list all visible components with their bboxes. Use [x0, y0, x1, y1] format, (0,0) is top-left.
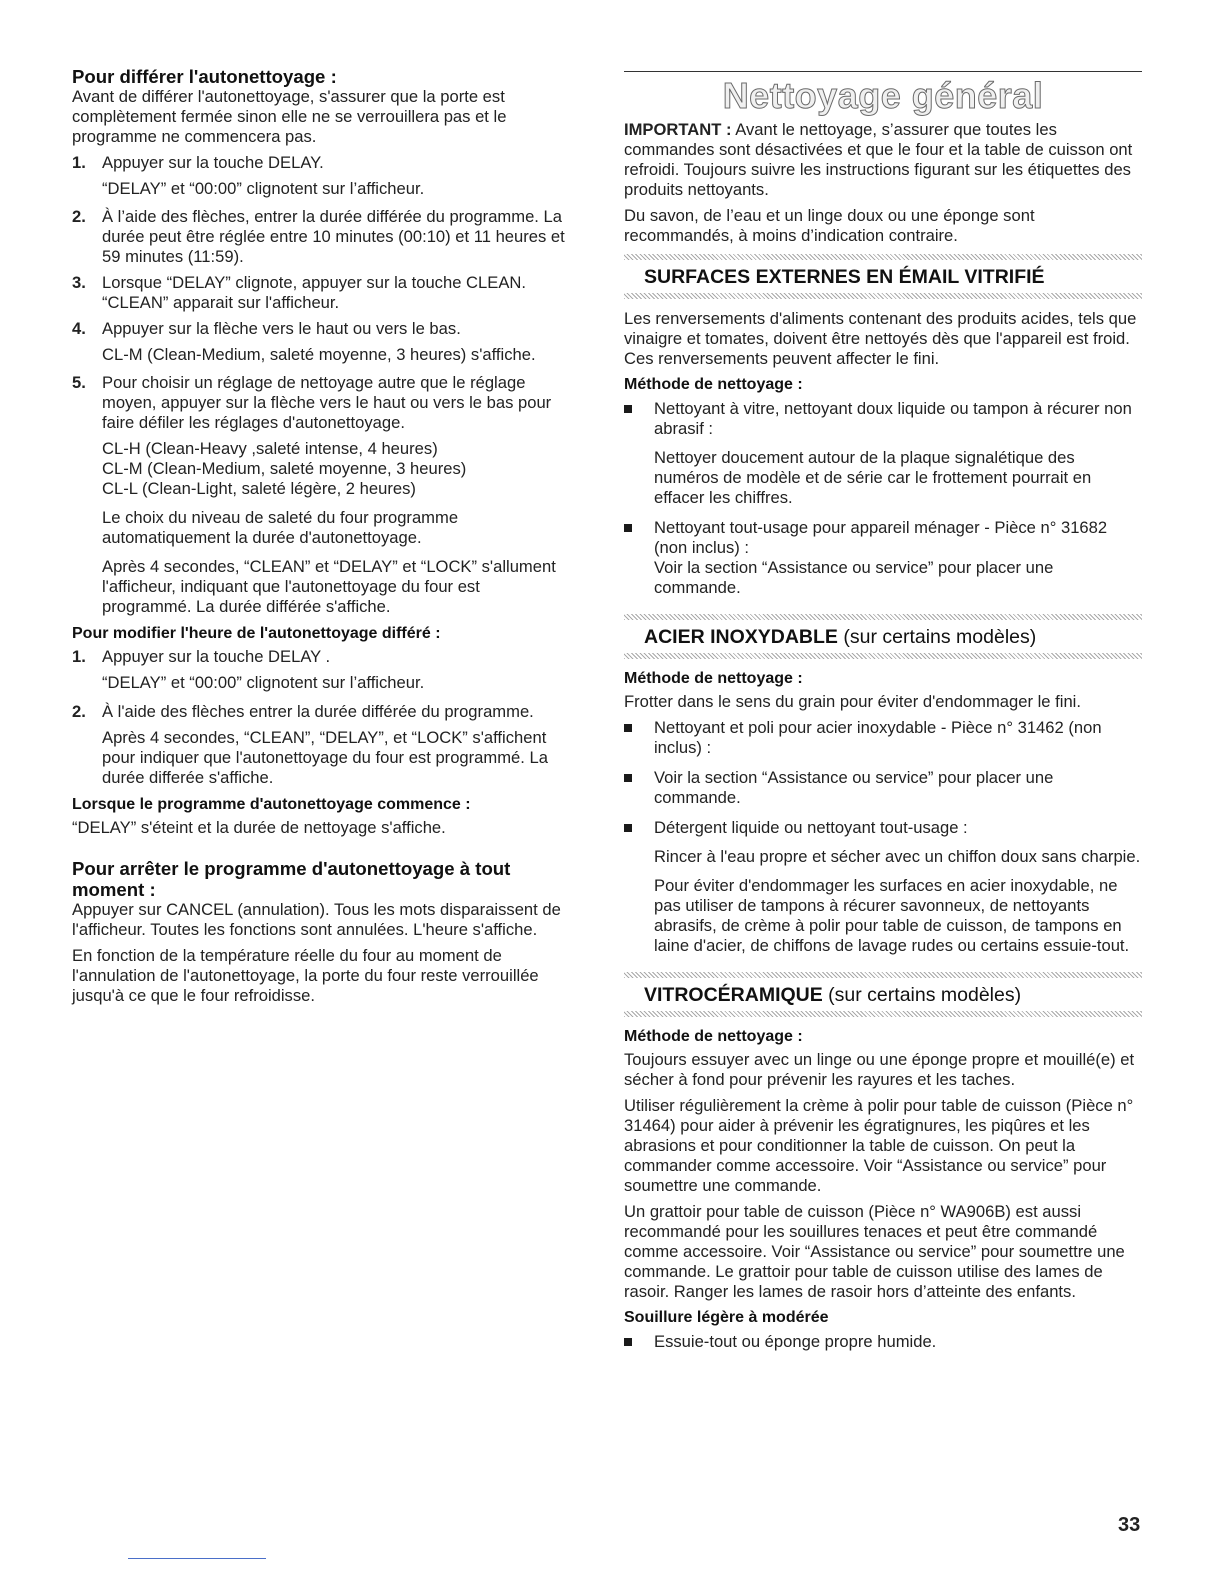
vitro-paragraph-1: Toujours essuyer avec un linge ou une éponge propre et mouillé(e) et sécher à fond pour prévenir les rayures et les taches. — [624, 1050, 1135, 1089]
right-column — [624, 71, 1142, 1352]
arreter-paragraph-1: Appuyer sur CANCEL (annulation). Tous les mots disparaissent de l'afficheur. Toutes les fonctions sont annulées. L'heure s'affiche. — [72, 900, 561, 939]
arreter-paragraph-2: En fonction de la température réelle du four au moment de l'annulation de l'autonettoyage, la porte du four reste verrouillée jusqu'à ce que le four refroidisse. — [72, 946, 539, 1005]
hatch-divider — [624, 1011, 1142, 1017]
list-item: 3. Lorsque “DELAY” clignote, appuyer sur la touche CLEAN. “CLEAN” apparait sur l'afficheur. — [72, 273, 526, 312]
page-number: 33 — [1118, 1514, 1141, 1536]
list-item: Voir la section “Assistance ou service” pour placer une commande. — [624, 768, 1142, 808]
heading-differer: Pour différer l'autonettoyage : — [72, 66, 337, 87]
list-item: 4. Appuyer sur la flèche vers le haut ou vers le bas. CL-M (Clean-Medium, saleté moyenne, 3 heures) s'affiche. — [72, 319, 536, 364]
footer-line — [128, 1558, 266, 1559]
list-item: 1. Appuyer sur la touche DELAY. “DELAY” et “00:00” clignotent sur l’afficheur. — [72, 153, 425, 198]
method-heading: Méthode de nettoyage : — [624, 376, 803, 393]
modify-steps-list — [72, 647, 572, 788]
bullet-icon — [624, 399, 654, 508]
email-intro: Les renversements d'aliments contenant des produits acides, tels que vinaigre et tomates, doivent être nettoyés dès que l'appareil est froid. Ces renversements peuvent affecter le fini. — [624, 309, 1137, 368]
page-title: Nettoyage général — [722, 75, 1044, 116]
bullet-icon — [624, 518, 654, 598]
inox-intro: Frotter dans le sens du grain pour éviter d'endommager le fini. — [624, 692, 1081, 711]
list-item: 5. Pour choisir un réglage de nettoyage autre que le réglage moyen, appuyer sur la flèche vers le haut ou vers le bas pour faire défiler les réglages d'autonettoyage. CL-H (Clean-Heavy ,saleté intense, 4 heures) CL-M (Clean-Medium, saleté moyenne, 3 heures) CL-L (Clean-Light, saleté légère, 2 heures) Le choix du niveau de saleté du four programme automatiquement la durée d'autonettoyage. Après 4 secondes, “CLEAN” et “DELAY” et “LOCK” s'allument l'afficheur, indiquant que l'autonettoyage du four est programmé. La durée différée s'affiche. — [72, 373, 556, 616]
section-header-inox: ACIER INOXYDABLE (sur certains modèles) — [624, 614, 1142, 659]
list-item: Détergent liquide ou nettoyant tout-usage : Rincer à l'eau propre et sécher avec un chiffon doux sans charpie. Pour éviter d'endommager les surfaces en acier inoxydable, ne pas utiliser de tampons à récurer savonneux, de nettoyants abrasifs, de crème à polir pour table de cuisson, de tampons en laine d'acier, de chiffons de lavage rudes ou certains essuie-tout. — [624, 818, 1142, 956]
heading-arreter: Pour arrêter le programme d'autonettoyage à tout moment : — [72, 858, 511, 900]
list-item: 2. À l’aide des flèches, entrer la durée différée du programme. La durée peut être réglée entre 10 minutes (00:10) et 11 heures et 59 minutes (11:59). — [72, 207, 565, 266]
section-title: ACIER INOXYDABLE — [644, 626, 838, 648]
method-heading: Méthode de nettoyage : — [624, 1028, 803, 1045]
list-item: Nettoyant tout-usage pour appareil ménager - Pièce n° 31682 (non inclus) : Voir la section “Assistance ou service” pour placer une commande. — [624, 518, 1142, 598]
heading-commence: Lorsque le programme d'autonettoyage commence : — [72, 796, 471, 813]
bullet-icon — [624, 818, 654, 956]
bullet-icon — [624, 768, 654, 808]
list-item: Nettoyant et poli pour acier inoxydable - Pièce n° 31462 (non inclus) : — [624, 718, 1142, 758]
souillure-heading: Souillure légère à modérée — [624, 1309, 829, 1326]
vitro-paragraph-3: Un grattoir pour table de cuisson (Pièce n° WA906B) est aussi recommandé pour les souillures tenaces et peut être commandé comme accessoire. Voir “Assistance ou service” pour soumettre une commande. Le grattoir pour table de cuisson utilise des lames de rasoir. Ranger les lames de rasoir hors d’atteinte des enfants. — [624, 1202, 1125, 1301]
hatch-divider — [624, 653, 1142, 659]
bullet-icon — [624, 718, 654, 758]
section-title: SURFACES EXTERNES EN ÉMAIL VITRIFIÉ — [644, 266, 1045, 288]
list-item: 2. À l'aide des flèches entrer la durée différée du programme. Après 4 secondes, “CLEAN”, “DELAY”, et “LOCK” s'affichent pour indiquer que l'autonettoyage du four est programmé. La durée differée s'affiche. — [72, 702, 548, 787]
section-title: VITROCÉRAMIQUE — [644, 984, 823, 1006]
bullet-icon — [624, 1332, 654, 1352]
commence-paragraph: “DELAY” s'éteint et la durée de nettoyage s'affiche. — [72, 818, 446, 837]
important-paragraph: IMPORTANT : Avant le nettoyage, s’assurer que toutes les commandes sont désactivées et que le four et la table de cuisson ont refroidi. Toujours suivre les instructions figurant sur les étiquettes des produits nettoyants. — [624, 120, 1133, 199]
vitro-paragraph-2: Utiliser régulièrement la crème à polir pour table de cuisson (Pièce n° 31464) pour aider à prévenir les égratignures, les piqûres et les abrasions et pour conditionner la table de cuisson. On peut la commander comme accessoire. Voir “Assistance ou service” pour soumettre une commande. — [624, 1096, 1134, 1195]
top-rule — [624, 71, 1142, 72]
intro-paragraph: Avant de différer l'autonettoyage, s'assurer que la porte est complètement fermée sinon elle ne se verrouillera pas et le programme ne commencera pas. — [72, 87, 507, 146]
list-item: Essuie-tout ou éponge propre humide. — [624, 1332, 1142, 1352]
section-header-email — [624, 254, 1142, 299]
list-item: 1. Appuyer sur la touche DELAY . “DELAY” et “00:00” clignotent sur l’afficheur. — [72, 647, 425, 692]
heading-modifier: Pour modifier l'heure de l'autonettoyage différé : — [72, 625, 441, 642]
method-heading: Méthode de nettoyage : — [624, 670, 803, 687]
list-item: Nettoyant à vitre, nettoyant doux liquide ou tampon à récurer non abrasif : Nettoyer doucement autour de la plaque signalétique des numéros de modèle et de série car le frottement pourrait en effacer les chiffres. — [624, 399, 1142, 508]
section-header-vitro: VITROCÉRAMIQUE (sur certains modèles) — [624, 972, 1142, 1017]
hatch-divider — [624, 293, 1142, 299]
delay-steps-list — [72, 153, 572, 617]
left-column — [72, 66, 572, 1012]
soap-paragraph: Du savon, de l’eau et un linge doux ou une éponge sont recommandés, à moins d’indication contraire. — [624, 206, 1035, 245]
